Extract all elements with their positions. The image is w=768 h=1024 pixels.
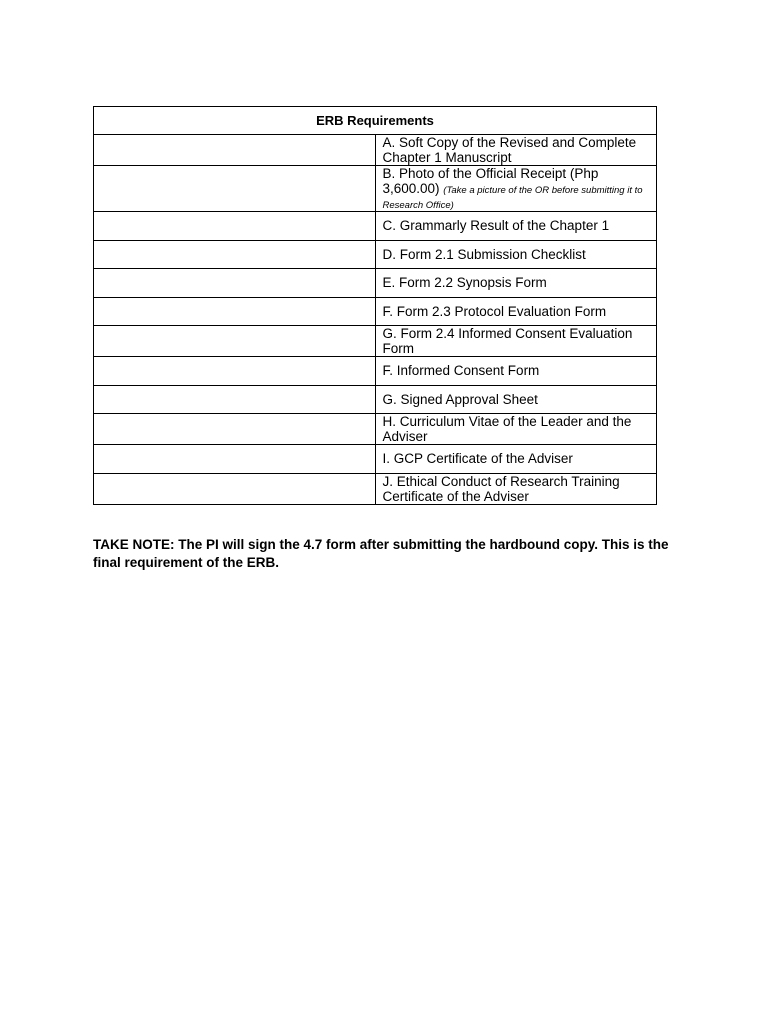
requirement-text: A. Soft Copy of the Revised and Complete Chapter 1 Manuscript <box>382 135 637 165</box>
requirement-note: (Take a picture of the OR before submitting it to Research Office) <box>382 185 643 211</box>
requirement-text: E. Form 2.2 Synopsis Form <box>382 275 547 291</box>
requirement-item <box>375 166 657 212</box>
table-row <box>94 135 657 166</box>
checkbox-cell[interactable] <box>94 212 376 241</box>
requirement-item <box>375 135 657 166</box>
table-row <box>94 473 657 504</box>
requirement-item <box>375 357 657 386</box>
checkbox-cell[interactable] <box>94 473 376 504</box>
table-row <box>94 166 657 212</box>
requirement-text: G. Signed Approval Sheet <box>382 391 538 407</box>
checkbox-cell[interactable] <box>94 297 376 326</box>
requirement-item <box>375 414 657 445</box>
requirement-item <box>375 326 657 357</box>
table-row <box>94 212 657 241</box>
table-row <box>94 269 657 298</box>
checkbox-cell[interactable] <box>94 135 376 166</box>
requirement-text: F. Form 2.3 Protocol Evaluation Form <box>382 303 607 319</box>
requirement-text: H. Curriculum Vitae of the Leader and the Adviser <box>382 414 632 444</box>
requirement-text: B. Photo of the Official Receipt (Php 3,600.00) <box>382 166 599 196</box>
requirement-item <box>375 269 657 298</box>
table-row <box>94 240 657 269</box>
requirement-item <box>375 240 657 269</box>
table-title: ERB Requirements <box>94 107 657 135</box>
erb-requirements-table <box>93 106 657 505</box>
requirement-text: D. Form 2.1 Submission Checklist <box>382 246 586 262</box>
requirement-item <box>375 297 657 326</box>
take-note: TAKE NOTE: The PI will sign the 4.7 form after submitting the hardbound copy. This is the final requirement of the ERB. <box>93 536 669 570</box>
checkbox-cell[interactable] <box>94 414 376 445</box>
table-row <box>94 445 657 474</box>
requirement-text: G. Form 2.4 Informed Consent Evaluation Form <box>382 326 633 356</box>
table-row <box>94 326 657 357</box>
checkbox-cell[interactable] <box>94 385 376 414</box>
requirement-item <box>375 385 657 414</box>
table-row <box>94 297 657 326</box>
checkbox-cell[interactable] <box>94 445 376 474</box>
table-row <box>94 357 657 386</box>
requirement-item <box>375 473 657 504</box>
requirement-text: J. Ethical Conduct of Research Training Certificate of the Adviser <box>382 473 620 504</box>
checkbox-cell[interactable] <box>94 269 376 298</box>
requirement-text: I. GCP Certificate of the Adviser <box>382 451 573 467</box>
requirement-item <box>375 212 657 241</box>
checkbox-cell[interactable] <box>94 166 376 212</box>
requirement-item <box>375 445 657 474</box>
requirement-text: F. Informed Consent Form <box>382 363 540 379</box>
checkbox-cell[interactable] <box>94 326 376 357</box>
table-header-row <box>94 107 657 135</box>
requirement-text: C. Grammarly Result of the Chapter 1 <box>382 218 610 234</box>
checkbox-cell[interactable] <box>94 357 376 386</box>
checkbox-cell[interactable] <box>94 240 376 269</box>
table-row <box>94 414 657 445</box>
table-row <box>94 385 657 414</box>
